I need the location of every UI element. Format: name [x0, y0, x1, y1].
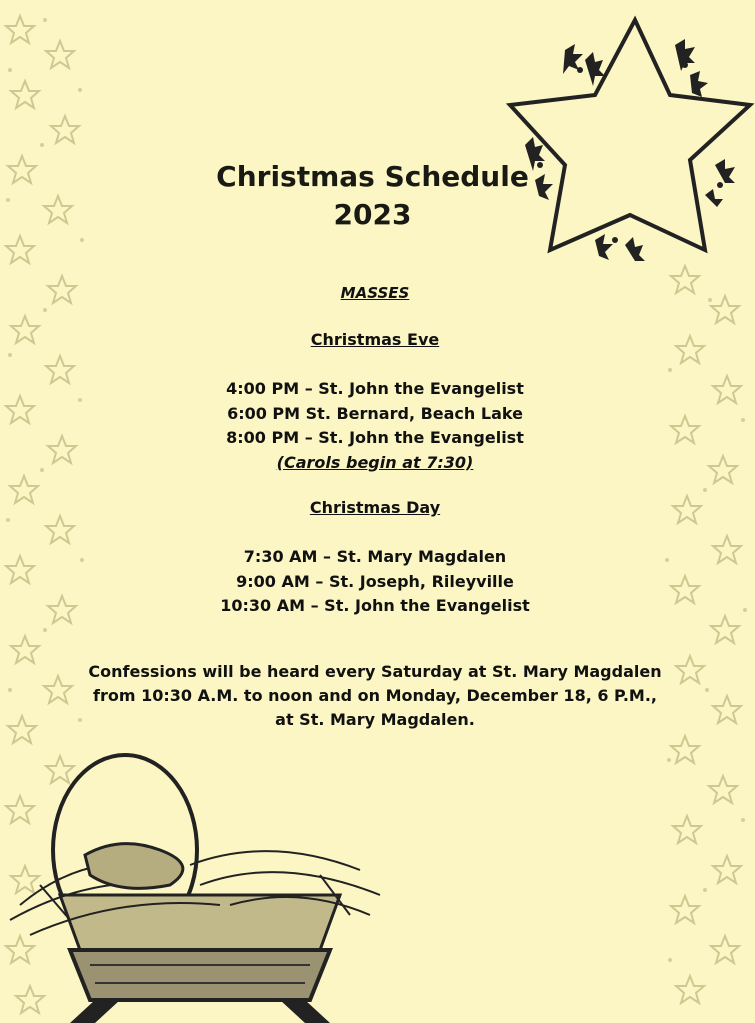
confessions-line-1: Confessions will be heard every Saturday at St. Mary Magdalen: [88, 662, 662, 681]
confessions-line-3: at St. Mary Magdalen.: [275, 710, 475, 729]
confessions-notice: [60, 660, 690, 732]
list-item: 4:00 PM – St. John the Evangelist: [226, 379, 524, 398]
page-title: [180, 158, 565, 234]
title-year: 2023: [333, 198, 412, 231]
list-item: 7:30 AM – St. Mary Magdalen: [243, 547, 507, 566]
christmas-day-heading: Christmas Day: [309, 498, 441, 517]
list-item: 10:30 AM – St. John the Evangelist: [220, 596, 530, 615]
holly-star-illustration: [505, 15, 755, 275]
christmas-eve-list: [110, 377, 640, 475]
list-item: 8:00 PM – St. John the Evangelist: [226, 428, 524, 447]
christmas-day-list: [110, 545, 640, 619]
title-line-1: Christmas Schedule: [216, 160, 529, 193]
christmas-eve-heading: Christmas Eve: [310, 330, 440, 349]
confessions-line-2: from 10:30 A.M. to noon and on Monday, December 18, 6 P.M.,: [93, 686, 657, 705]
carols-note: (Carols begin at 7:30): [276, 452, 474, 472]
masses-heading: MASSES: [340, 284, 410, 302]
list-item: 6:00 PM St. Bernard, Beach Lake: [227, 403, 523, 423]
list-item: 9:00 AM – St. Joseph, Rileyville: [236, 571, 514, 591]
manger-illustration: [0, 745, 400, 1023]
